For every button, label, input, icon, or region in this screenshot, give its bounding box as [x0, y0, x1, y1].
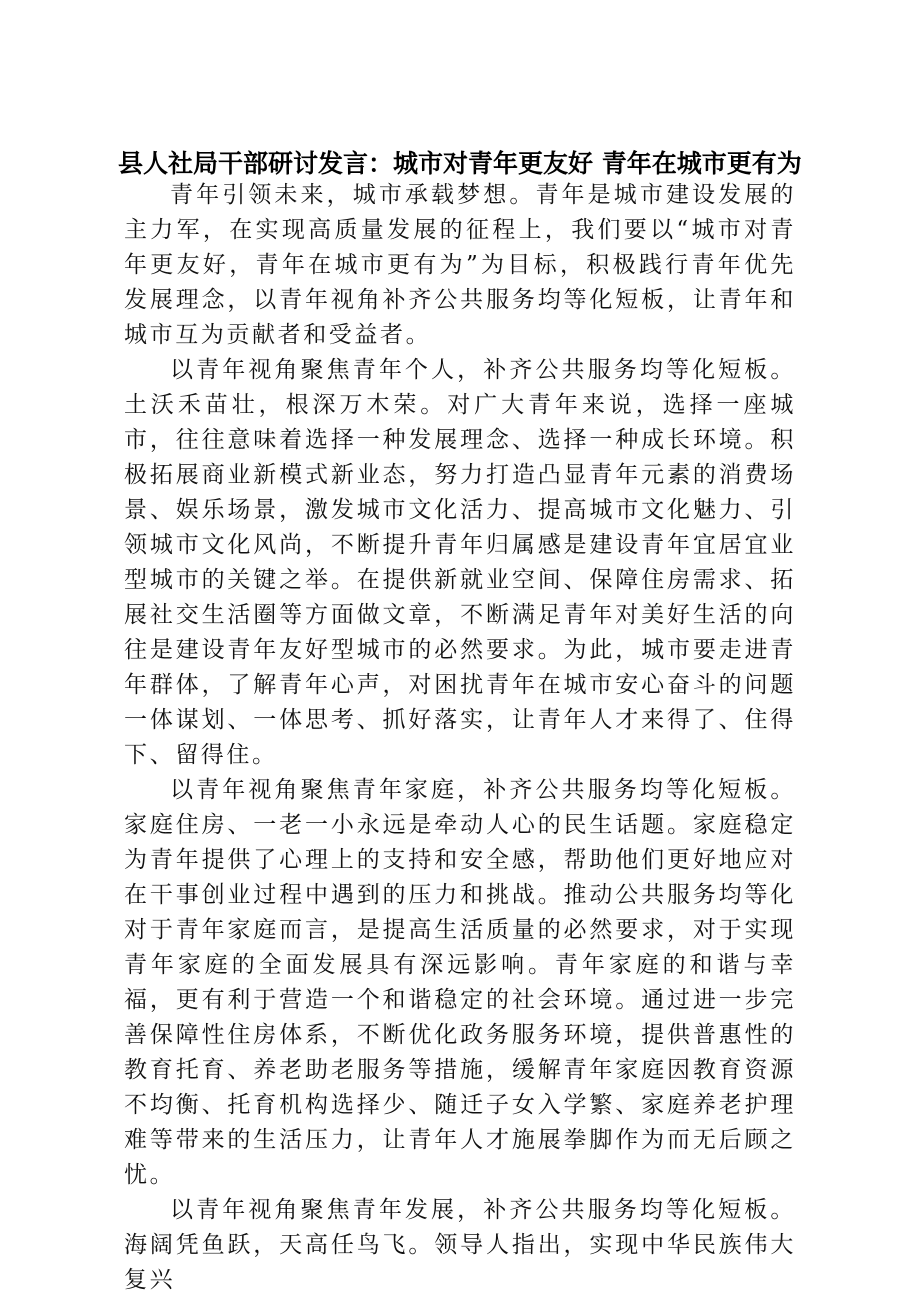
paragraph-youth-development: 以青年视角聚焦青年发展，补齐公共服务均等化短板。海阔凭鱼跃，天高任鸟飞。领导人指出，实现中华民族伟大复兴 [124, 1197, 796, 1293]
paragraph-intro: 青年引领未来，城市承载梦想。青年是城市建设发展的主力军，在实现高质量发展的征程上，我们要以“城市对青年更友好，青年在城市更有为”为目标，积极践行青年优先发展理念，以青年视角补齐公共服务均等化短板，让青年和城市互为贡献者和受益者。 [124, 182, 796, 348]
paragraph-youth-individual: 以青年视角聚焦青年个人，补齐公共服务均等化短板。土沃禾苗壮，根深万木荣。对广大青年来说，选择一座城市，往往意味着选择一种发展理念、选择一种成长环境。积极拓展商业新模式新业态，努力打造凸显青年元素的消费场景、娱乐场景，激发城市文化活力、提高城市文化魅力、引领城市文化风尚，不断提升青年归属感是建设青年宜居宜业型城市的关键之举。在提供新就业空间、保障住房需求、拓展社交生活圈等方面做文章，不断满足青年对美好生活的向往是建设青年友好型城市的必然要求。为此，城市要走进青年群体，了解青年心声，对困扰青年在城市安心奋斗的问题一体谋划、一体思考、抓好落实，让青年人才来得了、住得下、留得住。 [124, 357, 796, 768]
document-body [124, 178, 796, 1298]
paragraph-youth-family: 以青年视角聚焦青年家庭，补齐公共服务均等化短板。家庭住房、一老一小永远是牵动人心的民生话题。家庭稳定为青年提供了心理上的支持和安全感，帮助他们更好地应对在干事创业过程中遇到的压力和挑战。推动公共服务均等化对于青年家庭而言，是提高生活质量的必然要求，对于实现青年家庭的全面发展具有深远影响。青年家庭的和谐与幸福，更有利于营造一个和谐稳定的社会环境。通过进一步完善保障性住房体系，不断优化政务服务环境，提供普惠性的教育托育、养老助老服务等措施，缓解青年家庭因教育资源不均衡、托育机构选择少、随迁子女入学繁、家庭养老护理难等带来的生活压力，让青年人才施展拳脚作为而无后顾之忧。 [124, 777, 796, 1188]
document-title: 县人社局干部研讨发言：城市对青年更友好 青年在城市更有为 [118, 149, 802, 178]
